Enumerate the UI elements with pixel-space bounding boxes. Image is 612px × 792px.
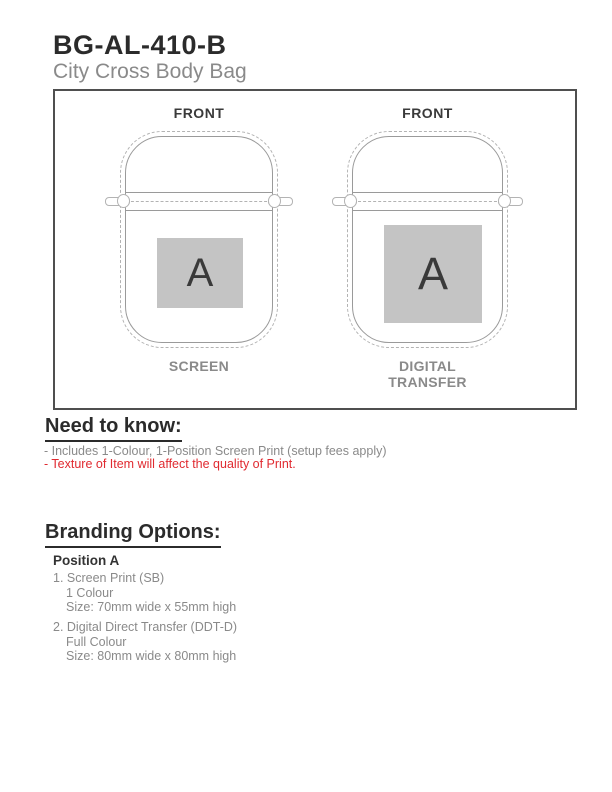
zipper-line	[353, 192, 502, 193]
zipper-loop-left	[117, 194, 130, 208]
print-position-area	[384, 225, 482, 323]
bag-diagram-screen	[120, 105, 278, 374]
zipper-line	[126, 192, 272, 193]
branding-diagram-box	[53, 89, 577, 410]
option-title: 2. Digital Direct Transfer (DDT-D)	[53, 620, 238, 634]
view-label: FRONT	[402, 105, 453, 121]
branding-option-screen-print	[53, 571, 236, 615]
zipper-line	[353, 210, 502, 211]
branding-option-digital-transfer	[53, 620, 237, 664]
option-size: Size: 70mm wide x 55mm high	[66, 600, 237, 614]
zipper-loop-right	[268, 194, 281, 208]
zipper-loop-left	[344, 194, 357, 208]
branding-options-heading: Branding Options:	[45, 521, 221, 548]
product-name-subtitle: City Cross Body Bag	[53, 60, 247, 83]
option-colour: Full Colour	[66, 634, 127, 649]
print-position-area	[157, 238, 243, 308]
bag-diagram-digital-transfer	[347, 105, 508, 390]
print-position-letter: A	[186, 250, 214, 295]
print-method-label: DIGITAL TRANSFER	[388, 358, 467, 390]
option-colour: 1 Colour	[66, 585, 114, 600]
print-position-letter: A	[417, 248, 448, 299]
option-size: Size: 80mm wide x 80mm high	[66, 649, 237, 663]
view-label: FRONT	[173, 105, 225, 121]
need-to-know-heading: Need to know:	[45, 415, 182, 442]
option-title: 1. Screen Print (SB)	[53, 571, 165, 585]
need-to-know-warning: - Texture of Item will affect the quality of Print.	[44, 457, 296, 471]
zipper-line	[126, 210, 272, 211]
zipper-stitch-line	[353, 201, 502, 202]
print-method-label: SCREEN	[168, 358, 230, 374]
position-a-label: Position A	[53, 553, 120, 568]
zipper-stitch-line	[126, 201, 272, 202]
zipper-loop-right	[498, 194, 511, 208]
product-code-title: BG-AL-410-B	[53, 30, 227, 60]
need-to-know-note: - Includes 1-Colour, 1-Position Screen Print (setup fees apply)	[44, 444, 387, 458]
